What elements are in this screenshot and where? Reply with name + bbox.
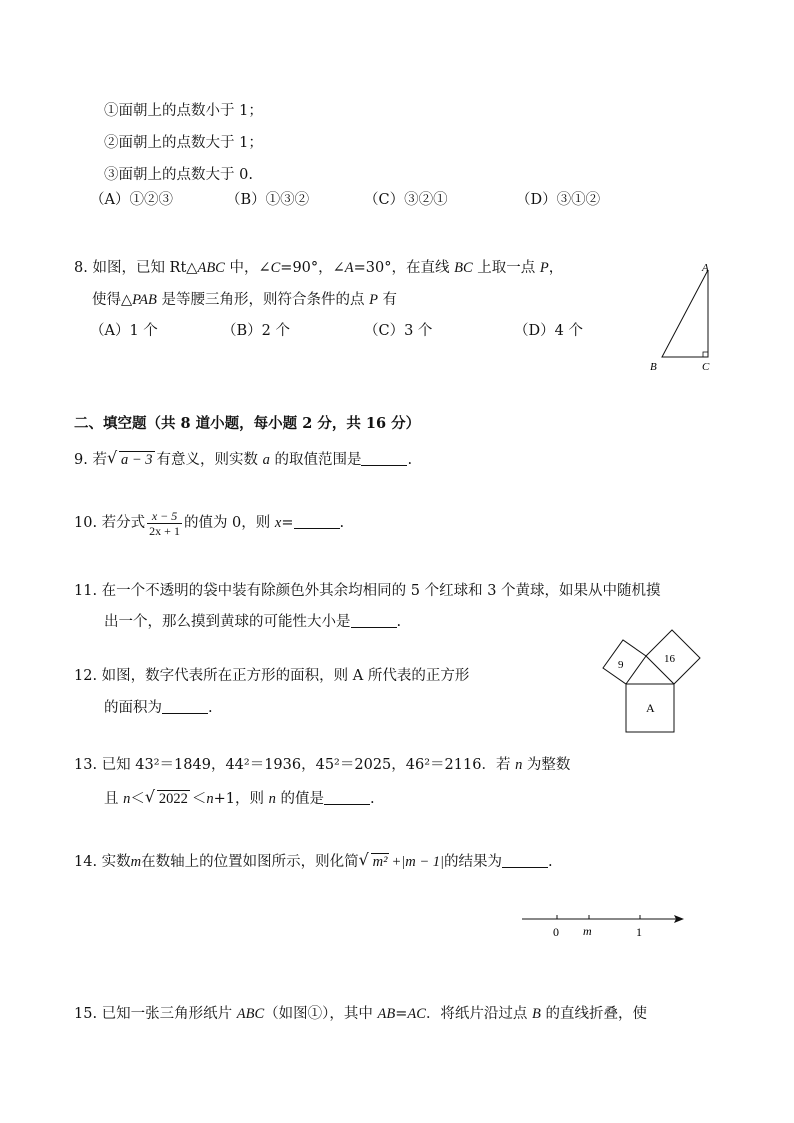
q14-var: m xyxy=(130,854,142,870)
section-heading: 二、填空题（共 8 道小题，每小题 2 分，共 16 分） xyxy=(74,415,421,432)
q8-text: =90°，∠ xyxy=(280,260,345,276)
q9-var: a xyxy=(262,452,270,468)
q15-line xyxy=(74,1004,647,1024)
q8-text: 上取一点 xyxy=(472,260,540,276)
q12-text: 的面积为 xyxy=(104,700,162,716)
q8-var-pab: PAB xyxy=(132,292,157,308)
q11-text: 在一个不透明的袋中装有除颜色外其余均相同的 5 个红球和 3 个黄球，如果从中随机摸 xyxy=(101,583,661,599)
q10-numerator: x − 5 xyxy=(147,509,182,524)
q13-var: n xyxy=(268,791,276,807)
q8-var-p: P xyxy=(369,292,378,308)
q12-text: 如图，数字代表所在正方形的面积，则 A 所代表的正方形 xyxy=(101,668,470,684)
q13-number: 13. xyxy=(74,757,98,773)
q8-var-p: P xyxy=(539,260,549,276)
q7-option-3: ③面朝上的点数大于 0. xyxy=(104,167,253,183)
q14-end: . xyxy=(548,854,553,870)
q12-squares-figure xyxy=(596,626,706,738)
q14-text: 的结果为 xyxy=(444,854,502,870)
q14-text: 实数 xyxy=(101,854,131,870)
q13-sqrt: √ 2022 xyxy=(144,787,188,807)
q15-text: ．将纸片沿过点 xyxy=(425,1006,533,1022)
q12-line-2 xyxy=(104,698,213,718)
q14-text: 在数轴上的位置如图所示，则化简 xyxy=(141,854,359,870)
right-angle-mark xyxy=(703,352,708,357)
q11-line-1 xyxy=(74,581,661,601)
q10-var: x xyxy=(274,515,282,531)
q14-number: 14. xyxy=(74,854,98,870)
q9-sqrt: √ a − 3 xyxy=(106,448,153,468)
q10-number: 10. xyxy=(74,515,98,531)
q12-line-1 xyxy=(74,666,469,686)
q10-text: 的值为 0，则 xyxy=(183,515,275,531)
q13-radicand: 2022 xyxy=(158,791,188,807)
q13-text: 已知 43²＝1849，44²＝1936，45²＝2025，46²＝2116．若 xyxy=(101,757,516,773)
q9-text: 有意义，则实数 xyxy=(156,452,263,468)
q10-line xyxy=(74,508,344,538)
q7-option-2: ②面朝上的点数大于 1； xyxy=(104,135,263,151)
label-m: m xyxy=(583,924,592,938)
q15-var: ABC xyxy=(236,1006,265,1022)
q13-var: n xyxy=(515,757,523,773)
q7-choice-a: （A）①②③ xyxy=(90,192,173,208)
q8-var-c: C xyxy=(270,260,281,276)
q7-choice-b: （B）①③② xyxy=(226,192,310,208)
q8-text: 如图，已知 Rt△ xyxy=(92,260,198,276)
q8-text: =30°，在直线 xyxy=(353,260,455,276)
q8-text: 有 xyxy=(377,292,398,308)
q11-text: 出一个，那么摸到黄球的可能性大小是 xyxy=(104,614,351,630)
q12-answer-blank[interactable] xyxy=(162,699,208,714)
q15-var: AB xyxy=(377,1006,396,1022)
q10-end: . xyxy=(339,515,345,531)
q10-denominator: 2x + 1 xyxy=(149,523,180,538)
q9-line xyxy=(74,450,412,470)
square-9 xyxy=(603,640,646,684)
q8-text: 是等腰三角形，则符合条件的点 xyxy=(156,292,370,308)
q8-choice-d: （D）4 个 xyxy=(514,323,583,339)
q13-line-1 xyxy=(74,755,570,775)
q7-choice-c: （C）③②① xyxy=(364,192,448,208)
q11-answer-blank[interactable] xyxy=(351,613,397,628)
q9-answer-blank[interactable] xyxy=(361,451,407,466)
q12-end: . xyxy=(208,700,213,716)
q9-text: 的取值范围是 xyxy=(269,452,362,468)
q8-number: 8. xyxy=(74,260,88,276)
q15-number: 15. xyxy=(74,1006,98,1022)
q13-var: n xyxy=(123,791,131,807)
q15-text: 已知一张三角形纸片 xyxy=(101,1006,237,1022)
label-16: 16 xyxy=(664,653,675,665)
q13-text: 为整数 xyxy=(522,757,571,773)
q9-number: 9. xyxy=(74,452,88,468)
q11-number: 11. xyxy=(74,583,98,599)
q10-fraction xyxy=(147,509,182,538)
label-one: 1 xyxy=(636,925,642,939)
q13-end: . xyxy=(369,791,375,807)
q9-radicand: a − 3 xyxy=(120,452,153,468)
q9-end: . xyxy=(407,452,413,468)
q14-number-line xyxy=(518,908,688,942)
q8-line-2 xyxy=(92,290,397,310)
q8-choice-b: （B）2 个 xyxy=(222,323,290,339)
q13-lt: ＜ xyxy=(130,791,145,807)
label-a: A xyxy=(702,262,709,274)
q15-var: AC xyxy=(407,1006,426,1022)
q14-radicand: m² xyxy=(372,854,388,870)
q13-text: 且 xyxy=(104,791,124,807)
label-9: 9 xyxy=(618,659,624,671)
q8-var-bc: BC xyxy=(454,260,473,276)
label-zero: 0 xyxy=(553,925,559,939)
q11-end: . xyxy=(396,614,402,630)
label-c: C xyxy=(702,361,710,373)
q13-line-2 xyxy=(104,789,375,809)
q9-text: 若 xyxy=(92,452,107,468)
q7-option-1: ①面朝上的点数小于 1； xyxy=(104,103,263,119)
q13-text: 的值是 xyxy=(275,791,324,807)
q14-abs: +|m − 1| xyxy=(391,854,444,870)
q8-text: ， xyxy=(548,260,564,276)
q8-choice-c: （C）3 个 xyxy=(364,323,433,339)
q15-text: 的直线折叠，使 xyxy=(540,1006,648,1022)
q13-answer-blank[interactable] xyxy=(324,790,370,805)
q14-answer-blank[interactable] xyxy=(502,853,548,868)
q15-text: （如图①），其中 xyxy=(264,1006,378,1022)
q12-number: 12. xyxy=(74,668,98,684)
q8-choice-a: （A）1 个 xyxy=(90,323,158,339)
triangle-abc xyxy=(662,270,708,357)
q10-eq: = xyxy=(281,515,294,531)
label-a: A xyxy=(646,701,655,715)
q8-text: 使得△ xyxy=(92,292,133,308)
q11-line-2 xyxy=(104,612,401,632)
q13-text: +1，则 xyxy=(213,791,269,807)
q13-var: n xyxy=(206,791,214,807)
q8-line-1 xyxy=(74,258,563,278)
q14-sqrt: √ m² xyxy=(358,850,388,870)
label-b: B xyxy=(650,361,657,373)
q10-text: 若分式 xyxy=(101,515,146,531)
q14-line xyxy=(74,852,553,872)
q8-triangle-figure xyxy=(640,258,730,378)
q13-lt: ＜ xyxy=(191,791,207,807)
q15-eq: = xyxy=(395,1006,408,1022)
q8-text: 中，∠ xyxy=(224,260,271,276)
q8-var-a: A xyxy=(344,260,354,276)
q15-var: B xyxy=(532,1006,541,1022)
q8-var-abc: ABC xyxy=(197,260,225,276)
q10-answer-blank[interactable] xyxy=(294,514,340,529)
q7-choice-d: （D）③①② xyxy=(516,192,601,208)
